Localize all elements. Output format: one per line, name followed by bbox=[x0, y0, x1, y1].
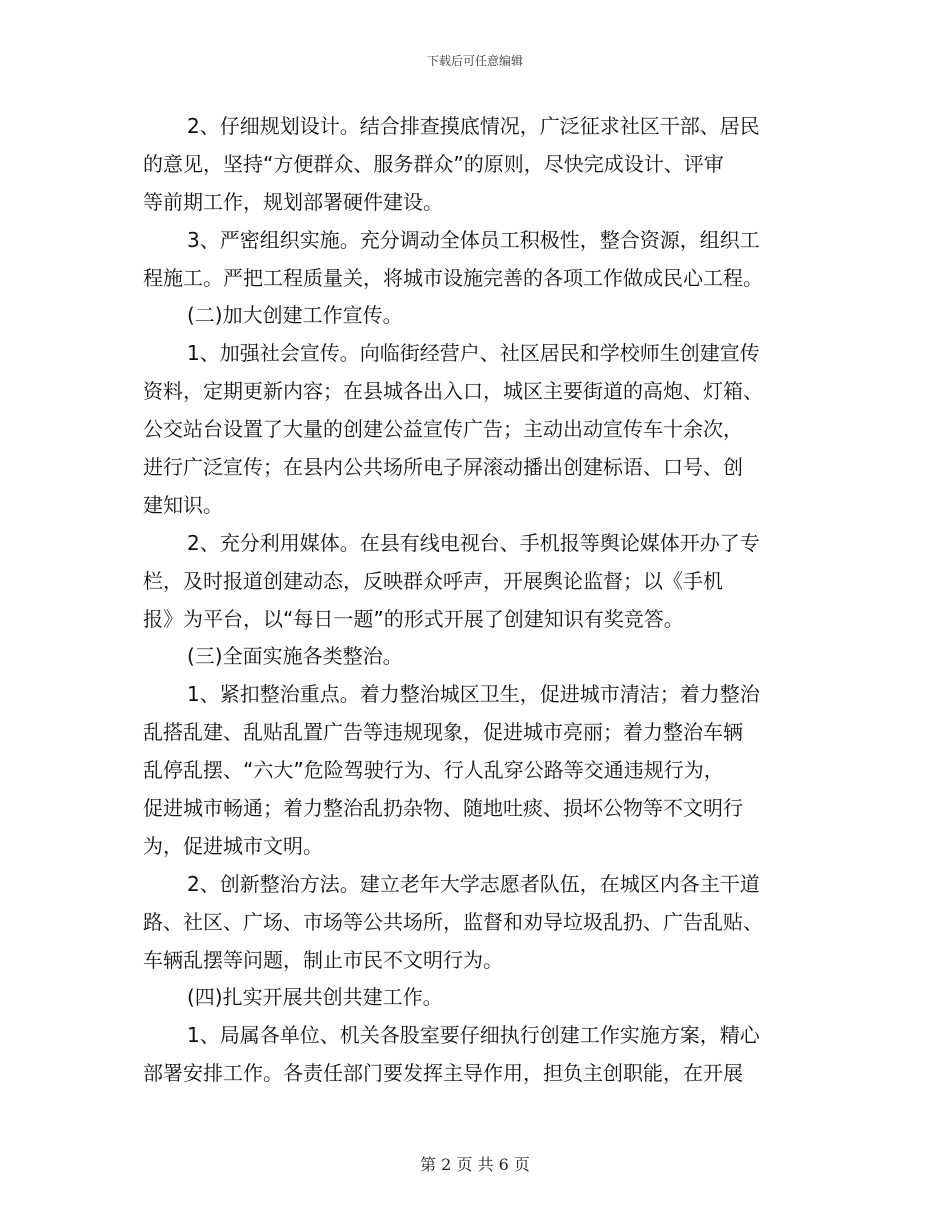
text-line: 栏，及时报道创建动态，反映群众呼声，开展舆论监督；以《手机 bbox=[143, 568, 723, 593]
text-line: 报》为平台，以“每日一题”的形式开展了创建知识有奖竞答。 bbox=[143, 606, 684, 631]
text-line: 2、充分利用媒体。在县有线电视台、手机报等舆论媒体开办了专 bbox=[187, 530, 760, 555]
section-heading: (二)加大创建工作宣传。 bbox=[187, 303, 403, 328]
text-line: 1、加强社会宣传。向临街经营户、社区居民和学校师生创建宣传 bbox=[187, 341, 760, 366]
text-line: 乱停乱摆、“六大”危险驾驶行为、行人乱穿公路等交通违规行为， bbox=[143, 758, 724, 783]
text-line: 程施工。严把工程质量关，将城市设施完善的各项工作做成民心工程。 bbox=[143, 265, 763, 290]
text-line: 的意见，坚持“方便群众、服务群众”的原则，尽快完成设计、评审 bbox=[143, 151, 724, 176]
header-note: 下载后可任意编辑 bbox=[426, 54, 523, 68]
section-heading: (四)扎实开展共创共建工作。 bbox=[187, 985, 443, 1010]
text-line: 路、社区、广场、市场等公共场所，监督和劝导垃圾乱扔、广告乱贴、 bbox=[143, 909, 763, 934]
text-line: 1、紧扣整治重点。着力整治城区卫生，促进城市清洁；着力整治 bbox=[187, 682, 760, 707]
text-line: 3、严密组织实施。充分调动全体员工积极性，整合资源，组织工 bbox=[187, 227, 760, 252]
text-line: 资料，定期更新内容；在县城各出入口，城区主要街道的高炮、灯箱、 bbox=[143, 379, 763, 404]
text-line: 乱搭乱建、乱贴乱置广告等违规现象，促进城市亮丽；着力整治车辆 bbox=[143, 720, 743, 745]
section-heading: (三)全面实施各类整治。 bbox=[187, 644, 403, 669]
text-line: 等前期工作，规划部署硬件建设。 bbox=[143, 189, 443, 214]
text-line: 部署安排工作。各责任部门要发挥主导作用，担负主创职能，在开展 bbox=[143, 1061, 743, 1086]
text-line: 车辆乱摆等问题，制止市民不文明行为。 bbox=[143, 947, 503, 972]
page-number: 第 2 页 共 6 页 bbox=[420, 1155, 530, 1174]
document-body bbox=[143, 108, 815, 1093]
text-line: 2、仔细规划设计。结合排查摸底情况，广泛征求社区干部、居民 bbox=[187, 114, 760, 138]
text-line: 进行广泛宣传；在县内公共场所电子屏滚动播出创建标语、口号、创 bbox=[143, 455, 743, 480]
text-line: 促进城市畅通；着力整治乱扔杂物、随地吐痰、损坏公物等不文明行 bbox=[143, 796, 743, 821]
text-line: 建知识。 bbox=[143, 492, 223, 517]
text-line: 1、局属各单位、机关各股室要仔细执行创建工作实施方案，精心 bbox=[187, 1023, 760, 1048]
text-line: 2、创新整治方法。建立老年大学志愿者队伍，在城区内各主干道 bbox=[187, 871, 760, 896]
text-line: 公交站台设置了大量的创建公益宣传广告；主动出动宣传车十余次， bbox=[143, 417, 743, 442]
text-line: 为，促进城市文明。 bbox=[143, 833, 323, 858]
